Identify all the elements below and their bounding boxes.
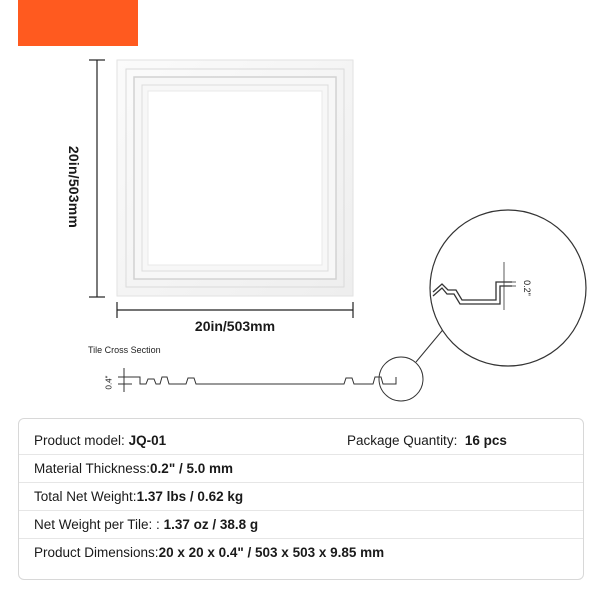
product-dimensions-label: Product Dimensions: [34,544,159,560]
package-quantity-row [347,429,507,451]
material-thickness-value: 0.2" / 5.0 mm [150,460,233,476]
row-divider [19,482,583,483]
thickness-marker [118,368,132,392]
product-model-label: Product model: [34,432,125,448]
cross-section-profile [128,377,396,384]
row-divider [19,538,583,539]
net-weight-per-tile-label: Net Weight per Tile: : [34,516,160,532]
product-dimensions-value: 20 x 20 x 0.4" / 503 x 503 x 9.85 mm [158,544,385,560]
product-model-row [34,429,166,451]
ceiling-tile [117,60,353,296]
package-quantity-label: Package Quantity: [347,432,458,448]
net-weight-per-tile-row [34,513,258,535]
row-divider [19,454,583,455]
product-dimensions-row [34,541,384,563]
specifications-panel [18,418,584,580]
total-net-weight-label: Total Net Weight: [34,488,137,504]
thickness-label: 0.4" [104,375,114,389]
total-net-weight-value: 1.37 lbs / 0.62 kg [136,488,244,504]
height-dimension-label: 20in/503mm [66,145,83,229]
row-divider [19,510,583,511]
detail-zoom-circle [430,210,586,366]
material-thickness-label: Material Thickness: [34,460,151,476]
net-weight-per-tile-value: 1.37 oz / 38.8 g [163,516,259,532]
cross-section-title: Tile Cross Section [88,345,161,355]
detail-connector [416,326,446,362]
total-net-weight-row [34,485,243,507]
detail-small-circle [379,357,423,401]
width-dimension-label: 20in/503mm [194,318,276,334]
height-dimension-line [89,60,105,297]
package-quantity-value: 16 pcs [464,432,507,448]
detail-thickness-label: 0.2" [522,280,532,296]
product-model-value: JQ-01 [128,432,167,448]
width-dimension-line [117,302,353,318]
material-thickness-row [34,457,233,479]
